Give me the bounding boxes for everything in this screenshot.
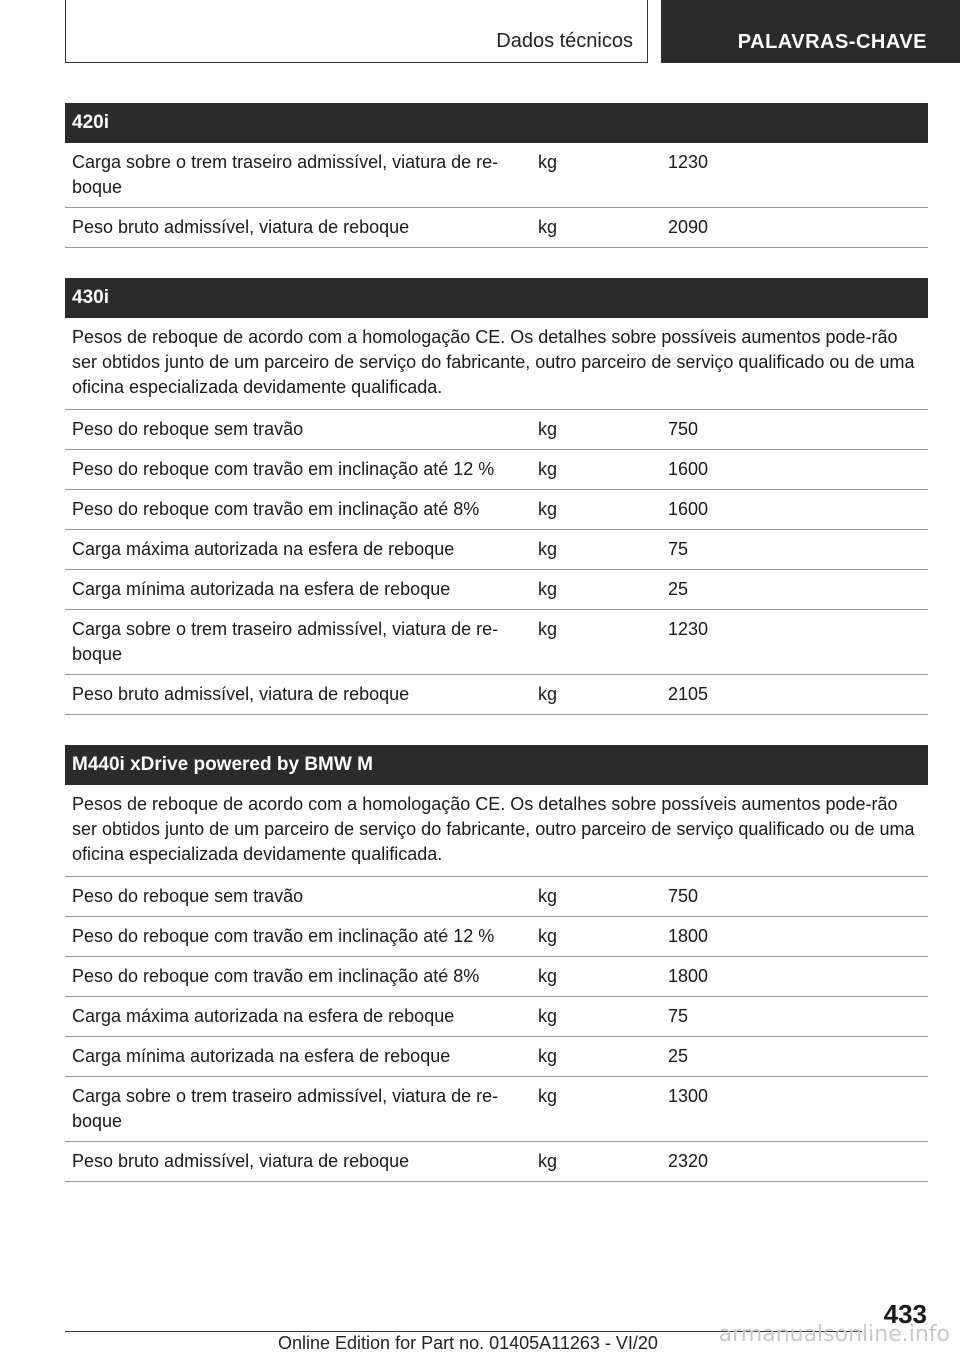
table-row bbox=[65, 1142, 928, 1182]
row-unit: kg bbox=[538, 926, 558, 946]
row-value: 2090 bbox=[668, 217, 709, 237]
row-value: 2320 bbox=[668, 1151, 709, 1171]
row-unit: kg bbox=[538, 1006, 558, 1026]
row-unit: kg bbox=[538, 152, 558, 172]
row-unit: kg bbox=[538, 217, 558, 237]
spec-section-m440i bbox=[65, 745, 928, 1182]
table-row bbox=[65, 570, 928, 610]
row-value: 1230 bbox=[668, 152, 709, 172]
row-unit: kg bbox=[538, 419, 558, 439]
table-row bbox=[65, 957, 928, 997]
row-value: 1600 bbox=[668, 459, 709, 479]
row-value: 75 bbox=[668, 1006, 689, 1026]
table-row bbox=[65, 675, 928, 715]
row-value: 2105 bbox=[668, 684, 709, 704]
row-value: 25 bbox=[668, 1046, 689, 1066]
table-row bbox=[65, 450, 928, 490]
row-label: Peso do reboque com travão em inclinação até 8% bbox=[72, 499, 480, 519]
watermark: armanualsonline.info bbox=[718, 1322, 950, 1347]
row-label: Peso do reboque com travão em inclinação até 12 % bbox=[72, 459, 495, 479]
table-row bbox=[65, 208, 928, 248]
table-row bbox=[65, 877, 928, 917]
spec-section-430i bbox=[65, 278, 928, 715]
header-keywords-tab[interactable] bbox=[661, 0, 960, 63]
row-unit: kg bbox=[538, 1151, 558, 1171]
spec-section-420i bbox=[65, 103, 928, 248]
row-label: Carga sobre o trem traseiro admissível, viatura de re-boque bbox=[72, 619, 499, 664]
table-row bbox=[65, 997, 928, 1037]
row-label: Carga sobre o trem traseiro admissível, viatura de re-boque bbox=[72, 1086, 499, 1131]
row-value: 750 bbox=[668, 419, 699, 439]
row-label: Carga máxima autorizada na esfera de reboque bbox=[72, 539, 455, 559]
table-row bbox=[65, 1077, 928, 1142]
footer-edition: Online Edition for Part no. 01405A11263 - VI/20 bbox=[278, 1333, 658, 1353]
table-row bbox=[65, 1037, 928, 1077]
section-title: M440i xDrive powered by BMW M bbox=[65, 745, 928, 785]
row-value: 1230 bbox=[668, 619, 709, 639]
section-title: 420i bbox=[65, 103, 928, 143]
row-label: Peso bruto admissível, viatura de reboque bbox=[72, 1151, 410, 1171]
row-value: 25 bbox=[668, 579, 689, 599]
header-keywords-label: PALAVRAS-CHAVE bbox=[737, 31, 927, 53]
row-label: Carga máxima autorizada na esfera de reboque bbox=[72, 1006, 455, 1026]
section-note: Pesos de reboque de acordo com a homologação CE. Os detalhes sobre possíveis aumentos pode-rão ser obtidos junto de um parceiro de serviço do fabricante, outro parceiro de serviço qualificado ou de uma oficina especializada devidamente qualificada. bbox=[65, 785, 928, 877]
row-label: Peso do reboque com travão em inclinação até 12 % bbox=[72, 926, 495, 946]
table-row bbox=[65, 410, 928, 450]
row-unit: kg bbox=[538, 1046, 558, 1066]
row-label: Peso do reboque com travão em inclinação até 8% bbox=[72, 966, 480, 986]
row-label: Peso bruto admissível, viatura de reboque bbox=[72, 684, 410, 704]
row-label: Peso do reboque sem travão bbox=[72, 419, 304, 439]
row-unit: kg bbox=[538, 1086, 558, 1106]
row-unit: kg bbox=[538, 886, 558, 906]
row-unit: kg bbox=[538, 966, 558, 986]
row-value: 75 bbox=[668, 539, 689, 559]
row-value: 1600 bbox=[668, 499, 709, 519]
row-unit: kg bbox=[538, 499, 558, 519]
row-unit: kg bbox=[538, 619, 558, 639]
row-label: Carga mínima autorizada na esfera de reboque bbox=[72, 579, 451, 599]
row-unit: kg bbox=[538, 684, 558, 704]
table-row bbox=[65, 530, 928, 570]
page-number: 433 bbox=[883, 1299, 927, 1329]
row-label: Peso do reboque sem travão bbox=[72, 886, 304, 906]
header-section-label: Dados técnicos bbox=[496, 30, 633, 52]
table-row bbox=[65, 610, 928, 675]
row-label: Carga mínima autorizada na esfera de reboque bbox=[72, 1046, 451, 1066]
row-label: Peso bruto admissível, viatura de reboque bbox=[72, 217, 410, 237]
row-value: 1300 bbox=[668, 1086, 709, 1106]
row-unit: kg bbox=[538, 539, 558, 559]
row-unit: kg bbox=[538, 459, 558, 479]
row-label: Carga sobre o trem traseiro admissível, viatura de re-boque bbox=[72, 152, 499, 197]
table-row bbox=[65, 490, 928, 530]
row-value: 1800 bbox=[668, 926, 709, 946]
row-unit: kg bbox=[538, 579, 558, 599]
row-value: 1800 bbox=[668, 966, 709, 986]
row-value: 750 bbox=[668, 886, 699, 906]
header-section-tab[interactable] bbox=[65, 0, 648, 63]
section-note: Pesos de reboque de acordo com a homologação CE. Os detalhes sobre possíveis aumentos pode-rão ser obtidos junto de um parceiro de serviço do fabricante, outro parceiro de serviço qualificado ou de uma oficina especializada devidamente qualificada. bbox=[65, 318, 928, 410]
table-row bbox=[65, 143, 928, 208]
spec-content bbox=[65, 103, 928, 1212]
section-title: 430i bbox=[65, 278, 928, 318]
table-row bbox=[65, 917, 928, 957]
